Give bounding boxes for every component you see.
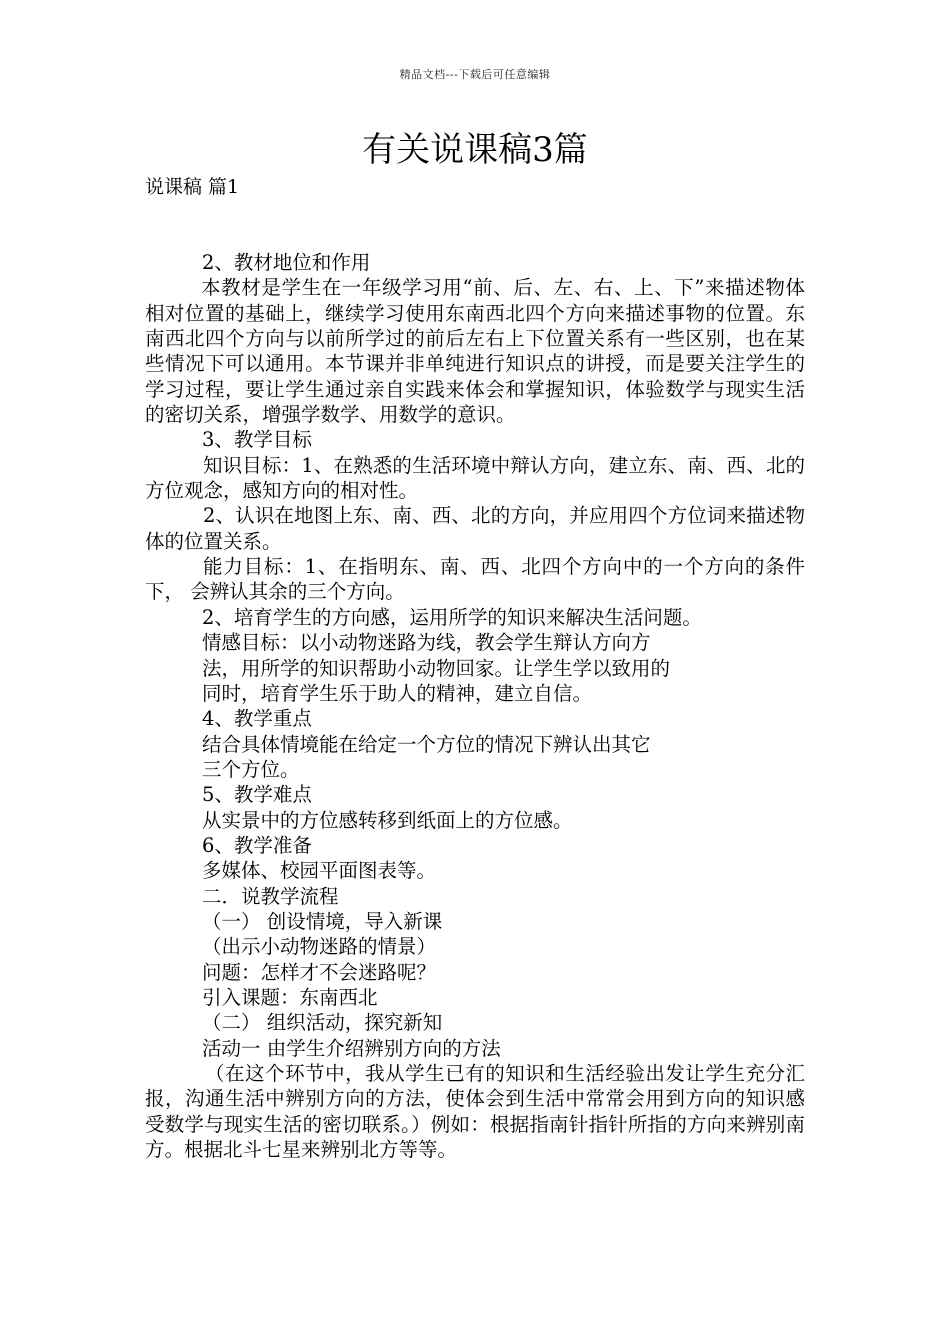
body-paragraph: 引入课题：东南西北 [202, 985, 378, 1009]
section-heading: 3、教学目标 [202, 428, 312, 452]
body-paragraph: （出示小动物迷路的情景） [202, 935, 437, 959]
body-paragraph: 活动一 由学生介绍辨别方向的方法 [202, 1036, 501, 1060]
body-paragraph: 2、认识在地图上东、南、西、北的方向，并应用四个方位词来描述物体的位置关系。 [145, 504, 805, 553]
body-paragraph: 从实景中的方位感转移到纸面上的方位感。 [202, 808, 573, 832]
body-paragraph: 知识目标：1、在熟悉的生活环境中辩认方向，建立东、南、西、北的方位观念，感知方向的相对性。 [145, 453, 805, 503]
section-heading: 6、教学准备 [202, 833, 312, 857]
page-header-note: 精品文档---下载后可任意编辑 [399, 68, 551, 81]
body-paragraph: 结合具体情境能在给定一个方位的情况下辨认出其它三个方位。 [202, 732, 651, 781]
body-paragraph: 问题：怎样才不会迷路呢？ [202, 960, 437, 984]
document-body [145, 250, 805, 1162]
body-paragraph: 多媒体、校园平面图表等。 [202, 859, 437, 883]
body-paragraph: 2、培育学生的方向感，运用所学的知识来解决生活问题。 [202, 605, 702, 629]
document-subtitle: 说课稿 篇1 [145, 176, 240, 198]
subsection-heading: （二） 组织活动，探究新知 [202, 1011, 443, 1035]
section-heading: 4、教学重点 [202, 707, 312, 731]
document-title: 有关说课稿3篇 [362, 130, 588, 170]
body-paragraph: 本教材是学生在一年级学习用“前、后、左、右、上、下”来描述物体相对位置的基础上，继续学习使用东南西北四个方向来描述事物的位置。东南西北四个方向与以前所学过的前后左右上下位置关系有一些区别，也在某些情况下可以通用。本节课并非单纯进行知识点的讲授，而是要关注学生的学习过程，要让学生通过亲自实践来体会和掌握知识，体验数学与现实生活的密切关系，增强学数学、用数学的意识。 [145, 276, 805, 427]
body-paragraph: （在这个环节中，我从学生已有的知识和生活经验出发让学生充分汇报，沟通生活中辨别方向的方法，使体会到生活中常常会用到方向的知识感受数学与现实生活的密切联系。）例如：根据指南针指针所指的方向来辨别南方。根据北斗七星来辨别北方等等。 [145, 1062, 805, 1162]
section-heading: 二．说教学流程 [202, 884, 339, 908]
section-heading: 5、教学难点 [202, 783, 312, 807]
subsection-heading: （一） 创设情境，导入新课 [202, 909, 443, 933]
section-heading: 2、教材地位和作用 [202, 251, 371, 274]
body-paragraph: 情感目标：以小动物迷路为线，教会学生辩认方向方法，用所学的知识帮助小动物回家。让学生学以致用的同时，培育学生乐于助人的精神，建立自信。 [202, 631, 671, 705]
body-paragraph: 能力目标：1、在指明东、南、西、北四个方向中的一个方向的条件下， 会辨认其余的三个方向。 [145, 555, 805, 604]
